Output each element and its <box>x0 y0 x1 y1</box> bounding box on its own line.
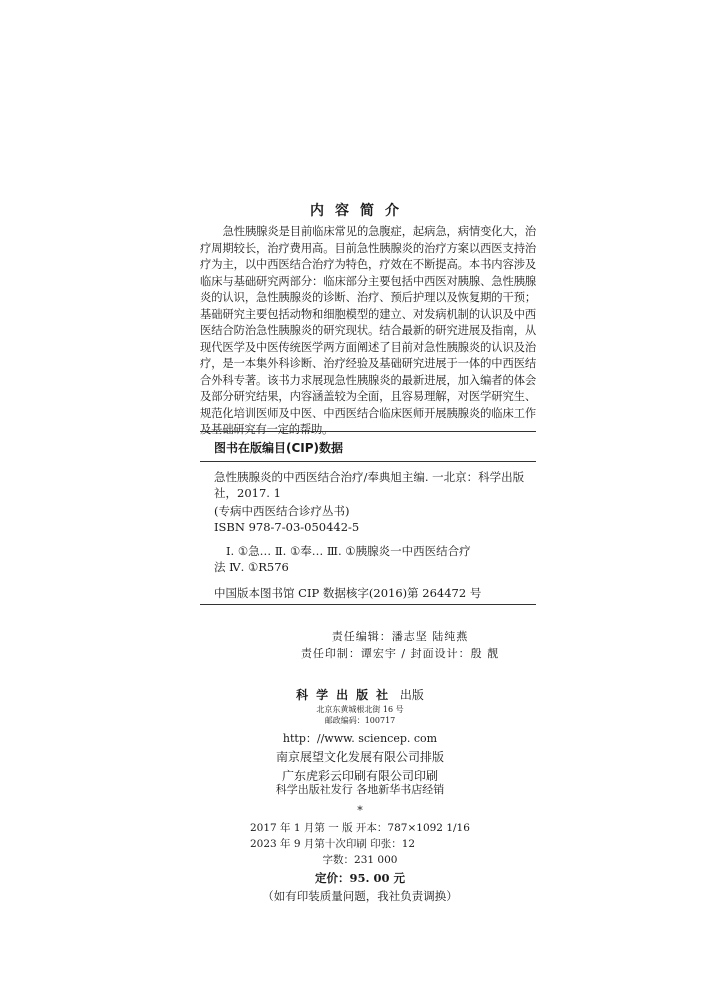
print-and-cover-credits: 责任印制：谭宏宇 / 封面设计：殷 靓 <box>300 647 500 660</box>
publisher-url: http：//www. sciencep. com <box>282 732 438 745</box>
publisher-suffix: 出版 <box>399 688 424 702</box>
cip-classification-line: 法 Ⅳ. ①R576 <box>214 560 289 574</box>
intro-paragraph: 急性胰腺炎是目前临床常见的急腹症，起病急，病情变化大，治疗周期较长，治疗费用高。目前急性胰腺炎的治疗方案以西医支持治疗为主，以中西医结合治疗为特色，疗效在不断提高。本书内容涉及临床与基础研究两部分：临床部分主要包括中西医对胰腺、急性胰腺炎的认识，急性胰腺炎的诊断、治疗、预后护理以及恢复期的干预；基础研究主要包括动物和细胞模型的建立、对发病机制的认识及中西医结合防治急性胰腺炎的研究现状。结合最新的研究进展及指南，从现代医学及中医传统医学两方面阐述了目前对急性胰腺炎的认识及治疗，是一本集外科诊断、治疗经验及基础研究进展于一体的中西医结合外科专著。该书力求展现急性胰腺炎的最新进展，加入编者的体会及部分研究结果，内容涵盖较为全面，且容易理解，对医学研究生、规范化培训医师及中医、中西医结合临床医师开展胰腺炎的临床工作及基础研究有一定的帮助。 <box>200 225 536 436</box>
quality-notice: （如有印装质量问题，我社负责调换） <box>262 889 458 903</box>
cip-isbn: ISBN 978-7-03-050442-5 <box>214 520 360 534</box>
current-printing: 2023 年 9 月第十次印刷 印张：12 <box>250 838 416 850</box>
cip-heading: 图书在版编目(CIP)数据 <box>214 441 344 455</box>
cip-top-rule <box>200 431 536 432</box>
first-edition: 2017 年 1 月第 一 版 开本：787×1092 1/16 <box>250 822 470 834</box>
edition-info <box>250 820 510 852</box>
typesetter: 南京展望文化发展有限公司排版 <box>275 750 444 764</box>
cip-bottom-rule <box>200 604 536 605</box>
cip-data-number: 中国版本图书馆 CIP 数据核字(2016)第 264472 号 <box>214 586 482 600</box>
publisher-name: 科学出版社 <box>296 688 397 702</box>
publisher-postcode: 邮政编码：100717 <box>324 716 396 725</box>
separator-star: * <box>357 804 363 817</box>
printer: 广东虎彩云印刷有限公司印刷 <box>281 769 438 783</box>
intro-title: 内容简介 <box>310 203 410 219</box>
cip-entry: 急性胰腺炎的中西医结合治疗/奉典旭主编. 一北京：科学出版社，2017. 1 <box>214 470 525 500</box>
price: 定价：95. 00 元 <box>314 871 406 885</box>
cip-heading-rule <box>200 461 536 462</box>
responsible-editors: 责任编辑：潘志坚 陆纯燕 <box>331 630 469 643</box>
editors-block <box>270 628 530 662</box>
cip-series: (专病中西医结合诊疗丛书) <box>214 504 350 518</box>
intro-body <box>200 224 536 439</box>
publisher-address: 北京东黄城根北街 16 号 <box>316 705 404 714</box>
cip-classification <box>214 543 536 575</box>
distributor: 科学出版社发行 各地新华书店经销 <box>275 783 445 796</box>
cip-classification-line: Ⅰ. ①急… Ⅱ. ①奉… Ⅲ. ①胰腺炎一中西医结合疗 <box>226 544 471 558</box>
publisher-line <box>0 686 720 703</box>
word-count: 字数：231 000 <box>322 854 398 866</box>
